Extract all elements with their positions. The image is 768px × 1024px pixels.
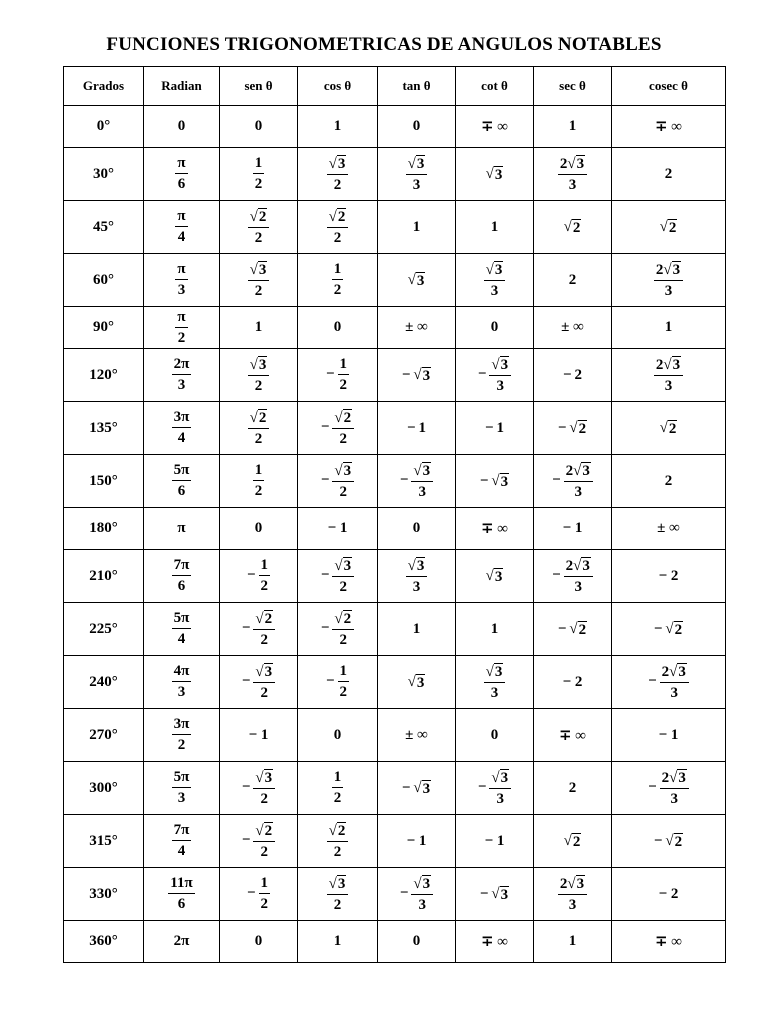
cell-cosec: 2 √ 3 3 xyxy=(612,349,726,402)
table-row xyxy=(64,455,726,508)
cell-sec: ∓ ∞ xyxy=(534,709,612,762)
cell-sec: − √ 2 xyxy=(534,603,612,656)
cell-cot: ∓ ∞ xyxy=(456,106,534,148)
cell-sen: $\frac{1}{2}$ xyxy=(220,455,298,508)
cell-grados: 30° xyxy=(64,148,144,201)
cell-sen: − √ 3 2 xyxy=(220,762,298,815)
cell-cosec: − 2 √ 3 3 xyxy=(612,762,726,815)
cell-sen: − 1 xyxy=(220,709,298,762)
cell-sec: − 2 √ 3 3 xyxy=(534,455,612,508)
cell-cos: $\frac{1}{2}$ xyxy=(298,254,378,307)
cell-radian: $\frac{\pi}{2}$ xyxy=(144,307,220,349)
cell-sec: 1 xyxy=(534,106,612,148)
table-row xyxy=(64,656,726,709)
cell-cosec: 2 xyxy=(612,455,726,508)
cell-radian: $\frac{4\pi}{3}$ xyxy=(144,656,220,709)
cell-cot: 0 xyxy=(456,709,534,762)
cell-radian: $\frac{5\pi}{4}$ xyxy=(144,603,220,656)
cell-cosec: − 2 √ 3 3 xyxy=(612,656,726,709)
cell-radian: $\frac{2\pi}{3}$ xyxy=(144,349,220,402)
cell-cosec: √ 2 xyxy=(612,201,726,254)
cell-cos: √ 3 2 xyxy=(298,868,378,921)
cell-radian: $\frac{3\pi}{4}$ xyxy=(144,402,220,455)
cell-radian: $\frac{3\pi}{2}$ xyxy=(144,709,220,762)
cell-sen: √ 2 2 xyxy=(220,402,298,455)
cell-cos: − √ 3 2 xyxy=(298,550,378,603)
cell-grados: 150° xyxy=(64,455,144,508)
cell-tan: − 1 xyxy=(378,815,456,868)
table-row xyxy=(64,762,726,815)
cell-grados: 45° xyxy=(64,201,144,254)
header-cos: cos θ xyxy=(298,67,378,106)
cell-sec: − √ 2 xyxy=(534,402,612,455)
table-row xyxy=(64,148,726,201)
header-cot: cot θ xyxy=(456,67,534,106)
cell-tan: √ 3 3 xyxy=(378,148,456,201)
cell-cot: 1 xyxy=(456,603,534,656)
cell-tan: ± ∞ xyxy=(378,709,456,762)
header-cosec: cosec θ xyxy=(612,67,726,106)
cell-cot: − √ 3 xyxy=(456,868,534,921)
cell-grados: 135° xyxy=(64,402,144,455)
cell-cosec: 2 √ 3 3 xyxy=(612,254,726,307)
table-row xyxy=(64,550,726,603)
cell-cot: √ 3 xyxy=(456,148,534,201)
cell-sen: − $\frac{1}{2}$ xyxy=(220,868,298,921)
cell-sec: 1 xyxy=(534,921,612,963)
cell-cosec: ∓ ∞ xyxy=(612,106,726,148)
cell-cot: 0 xyxy=(456,307,534,349)
table-row xyxy=(64,709,726,762)
cell-tan: √ 3 xyxy=(378,254,456,307)
cell-cos: √ 2 2 xyxy=(298,815,378,868)
cell-cot: − 1 xyxy=(456,402,534,455)
cell-radian: $\frac{7\pi}{6}$ xyxy=(144,550,220,603)
cell-radian: π xyxy=(144,508,220,550)
cell-tan: 1 xyxy=(378,201,456,254)
cell-sec: 2 √ 3 3 xyxy=(534,868,612,921)
cell-tan: 0 xyxy=(378,508,456,550)
cell-radian: 2π xyxy=(144,921,220,963)
header-radian: Radian xyxy=(144,67,220,106)
cell-cos: √ 2 2 xyxy=(298,201,378,254)
table-row xyxy=(64,254,726,307)
cell-tan: − √ 3 3 xyxy=(378,455,456,508)
cell-tan: − √ 3 xyxy=(378,762,456,815)
cell-cosec: − 2 xyxy=(612,550,726,603)
table-header-row xyxy=(64,67,726,106)
cell-sec: − 2 √ 3 3 xyxy=(534,550,612,603)
table-row xyxy=(64,508,726,550)
cell-radian: $\frac{7\pi}{4}$ xyxy=(144,815,220,868)
table-row xyxy=(64,603,726,656)
cell-cos: − $\frac{1}{2}$ xyxy=(298,349,378,402)
cell-cot: √ 3 xyxy=(456,550,534,603)
cell-cot: √ 3 3 xyxy=(456,656,534,709)
page-title: FUNCIONES TRIGONOMETRICAS DE ANGULOS NOTABLES xyxy=(106,34,662,55)
cell-radian: $\frac{\pi}{4}$ xyxy=(144,201,220,254)
cell-grados: 240° xyxy=(64,656,144,709)
cell-sec: 2 xyxy=(534,762,612,815)
cell-sen: √ 3 2 xyxy=(220,349,298,402)
cell-sec: − 2 xyxy=(534,656,612,709)
cell-sec: − 2 xyxy=(534,349,612,402)
cell-sen: 0 xyxy=(220,921,298,963)
cell-cos: − √ 2 2 xyxy=(298,603,378,656)
cell-radian: $\frac{5\pi}{6}$ xyxy=(144,455,220,508)
cell-cos: − 1 xyxy=(298,508,378,550)
cell-grados: 225° xyxy=(64,603,144,656)
cell-cosec: √ 2 xyxy=(612,402,726,455)
table-row xyxy=(64,307,726,349)
cell-cot: ∓ ∞ xyxy=(456,921,534,963)
cell-cosec: 1 xyxy=(612,307,726,349)
header-grados: Grados xyxy=(64,67,144,106)
header-sec: sec θ xyxy=(534,67,612,106)
table-row xyxy=(64,921,726,963)
cell-sec: √ 2 xyxy=(534,815,612,868)
trig-table xyxy=(63,66,726,963)
cell-cos: − √ 2 2 xyxy=(298,402,378,455)
cell-sen: − √ 2 2 xyxy=(220,815,298,868)
cell-sec: ± ∞ xyxy=(534,307,612,349)
cell-sec: 2 √ 3 3 xyxy=(534,148,612,201)
cell-grados: 300° xyxy=(64,762,144,815)
cell-grados: 180° xyxy=(64,508,144,550)
cell-grados: 0° xyxy=(64,106,144,148)
cell-grados: 270° xyxy=(64,709,144,762)
table-row xyxy=(64,349,726,402)
cell-grados: 330° xyxy=(64,868,144,921)
cell-cosec: − 1 xyxy=(612,709,726,762)
cell-sen: $\frac{1}{2}$ xyxy=(220,148,298,201)
cell-cosec: − √ 2 xyxy=(612,603,726,656)
cell-cot: ∓ ∞ xyxy=(456,508,534,550)
cell-cos: 0 xyxy=(298,709,378,762)
cell-radian: $\frac{11\pi}{6}$ xyxy=(144,868,220,921)
cell-cot: 1 xyxy=(456,201,534,254)
cell-sen: − √ 3 2 xyxy=(220,656,298,709)
cell-grados: 60° xyxy=(64,254,144,307)
cell-tan: 0 xyxy=(378,921,456,963)
cell-sen: − √ 2 2 xyxy=(220,603,298,656)
cell-grados: 120° xyxy=(64,349,144,402)
cell-grados: 360° xyxy=(64,921,144,963)
cell-sen: √ 3 2 xyxy=(220,254,298,307)
table-row xyxy=(64,868,726,921)
cell-grados: 315° xyxy=(64,815,144,868)
header-sen: sen θ xyxy=(220,67,298,106)
cell-tan: ± ∞ xyxy=(378,307,456,349)
cell-cos: 1 xyxy=(298,106,378,148)
cell-cot: − 1 xyxy=(456,815,534,868)
cell-sen: − $\frac{1}{2}$ xyxy=(220,550,298,603)
cell-cos: 0 xyxy=(298,307,378,349)
cell-cosec: 2 xyxy=(612,148,726,201)
cell-tan: 1 xyxy=(378,603,456,656)
cell-cosec: − 2 xyxy=(612,868,726,921)
cell-grados: 90° xyxy=(64,307,144,349)
cell-radian: $\frac{\pi}{3}$ xyxy=(144,254,220,307)
cell-tan: √ 3 xyxy=(378,656,456,709)
table-row xyxy=(64,106,726,148)
cell-tan: − 1 xyxy=(378,402,456,455)
cell-radian: 0 xyxy=(144,106,220,148)
cell-cot: − √ 3 3 xyxy=(456,762,534,815)
cell-tan: 0 xyxy=(378,106,456,148)
cell-cosec: − √ 2 xyxy=(612,815,726,868)
table-row xyxy=(64,201,726,254)
cell-sen: 1 xyxy=(220,307,298,349)
cell-cos: − $\frac{1}{2}$ xyxy=(298,656,378,709)
cell-cosec: ∓ ∞ xyxy=(612,921,726,963)
cell-tan: − √ 3 xyxy=(378,349,456,402)
cell-cos: − √ 3 2 xyxy=(298,455,378,508)
cell-sen: 0 xyxy=(220,106,298,148)
cell-sec: − 1 xyxy=(534,508,612,550)
cell-cos: $\frac{1}{2}$ xyxy=(298,762,378,815)
cell-cot: − √ 3 xyxy=(456,455,534,508)
cell-cot: √ 3 3 xyxy=(456,254,534,307)
cell-radian: $\frac{5\pi}{3}$ xyxy=(144,762,220,815)
cell-cos: 1 xyxy=(298,921,378,963)
cell-sec: √ 2 xyxy=(534,201,612,254)
cell-cos: √ 3 2 xyxy=(298,148,378,201)
cell-sec: 2 xyxy=(534,254,612,307)
cell-cot: − √ 3 3 xyxy=(456,349,534,402)
cell-grados: 210° xyxy=(64,550,144,603)
cell-tan: − √ 3 3 xyxy=(378,868,456,921)
cell-cosec: ± ∞ xyxy=(612,508,726,550)
cell-radian: $\frac{\pi}{6}$ xyxy=(144,148,220,201)
cell-tan: √ 3 3 xyxy=(378,550,456,603)
header-tan: tan θ xyxy=(378,67,456,106)
cell-sen: 0 xyxy=(220,508,298,550)
table-row xyxy=(64,402,726,455)
cell-sen: √ 2 2 xyxy=(220,201,298,254)
table-row xyxy=(64,815,726,868)
